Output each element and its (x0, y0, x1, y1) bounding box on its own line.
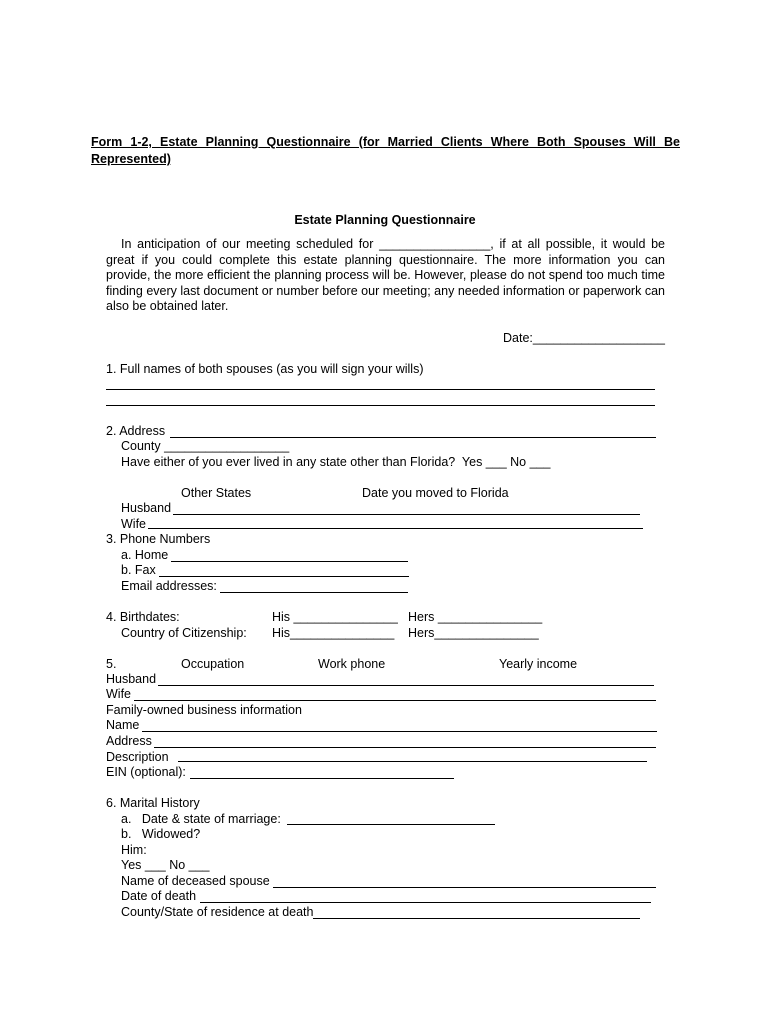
q5-wife-field[interactable] (134, 700, 656, 701)
business-name-label: Name (106, 718, 140, 732)
spouse-name-line-1[interactable] (106, 389, 655, 390)
ein-label: EIN (optional): (106, 765, 186, 779)
q2-wife-label: Wife (121, 517, 146, 531)
home-phone-label: a. Home (121, 548, 169, 562)
home-phone-field[interactable] (171, 561, 408, 562)
q2-husband-field[interactable] (173, 514, 640, 515)
business-description-label: Description (106, 750, 169, 764)
birthdates-label: 4. Birthdates: (106, 610, 180, 624)
business-address-field[interactable] (154, 747, 656, 748)
q1-label: 1. Full names of both spouses (as you will sign your wills) (106, 362, 424, 376)
date-field[interactable]: Date:___________________ (503, 331, 665, 345)
q2-address-label: 2. Address (106, 424, 166, 438)
business-name-field[interactable] (142, 731, 657, 732)
questionnaire-heading: Estate Planning Questionnaire (294, 213, 476, 227)
other-states-column: Other States (181, 486, 252, 500)
q5-wife-label: Wife (106, 687, 131, 701)
his-birthdate-field[interactable]: His _______________ (272, 610, 398, 624)
q2-wife-field[interactable] (148, 528, 643, 529)
address-field[interactable] (170, 437, 656, 438)
widowed-label: b. Widowed? (121, 827, 201, 841)
fax-label: b. Fax (121, 563, 156, 577)
citizenship-label: Country of Citizenship: (121, 626, 247, 640)
email-label: Email addresses: (121, 579, 217, 593)
fax-field[interactable] (159, 576, 409, 577)
hers-citizenship-field[interactable]: Hers_______________ (408, 626, 539, 640)
date-of-death-field[interactable] (200, 902, 651, 903)
marriage-date-field[interactable] (287, 824, 495, 825)
work-phone-column: Work phone (318, 657, 386, 671)
ein-field[interactable] (190, 778, 454, 779)
county-field[interactable]: County __________________ (121, 439, 290, 453)
date-of-death-label: Date of death (121, 889, 197, 903)
occupation-column: Occupation (181, 657, 245, 671)
other-state-question[interactable]: Have either of you ever lived in any state other than Florida? Yes ___ No ___ (121, 455, 551, 469)
family-business-label: Family-owned business information (106, 703, 302, 717)
form-title: Form 1-2, Estate Planning Questionnaire (for Married Clients Where Both Spouses Will Be Represented) (91, 135, 680, 166)
business-address-label: Address (106, 734, 152, 748)
spouse-name-line-2[interactable] (106, 405, 655, 406)
date-moved-column: Date you moved to Florida (362, 486, 509, 500)
residence-at-death-field[interactable] (313, 918, 640, 919)
yearly-income-column: Yearly income (499, 657, 578, 671)
marriage-date-label: a. Date & state of marriage: (121, 812, 281, 826)
intro-paragraph (106, 237, 665, 315)
deceased-spouse-field[interactable] (273, 887, 656, 888)
his-citizenship-field[interactable]: His_______________ (272, 626, 395, 640)
him-label: Him: (121, 843, 147, 857)
q5-husband-field[interactable] (158, 685, 654, 686)
intro-text: In anticipation of our meeting scheduled for ________________, if at all possible, it would be great if you could complete this estate planning questionnaire. The more information you can provide, the more efficient the planning process will be. However, please do not spend too much time finding every last document or number before our meeting; any needed information or paperwork can also be obtained later. (106, 237, 665, 314)
residence-at-death-label: County/State of residence at death (121, 905, 314, 919)
q6-label: 6. Marital History (106, 796, 200, 810)
q3-label: 3. Phone Numbers (106, 532, 211, 546)
q5-husband-label: Husband (106, 672, 157, 686)
q2-husband-label: Husband (121, 501, 172, 515)
email-field[interactable] (220, 592, 408, 593)
deceased-spouse-label: Name of deceased spouse (121, 874, 270, 888)
q5-number: 5. (106, 657, 117, 671)
widowed-yes-no[interactable]: Yes ___ No ___ (121, 858, 210, 872)
business-description-field[interactable] (178, 761, 647, 762)
hers-birthdate-field[interactable]: Hers _______________ (408, 610, 543, 624)
